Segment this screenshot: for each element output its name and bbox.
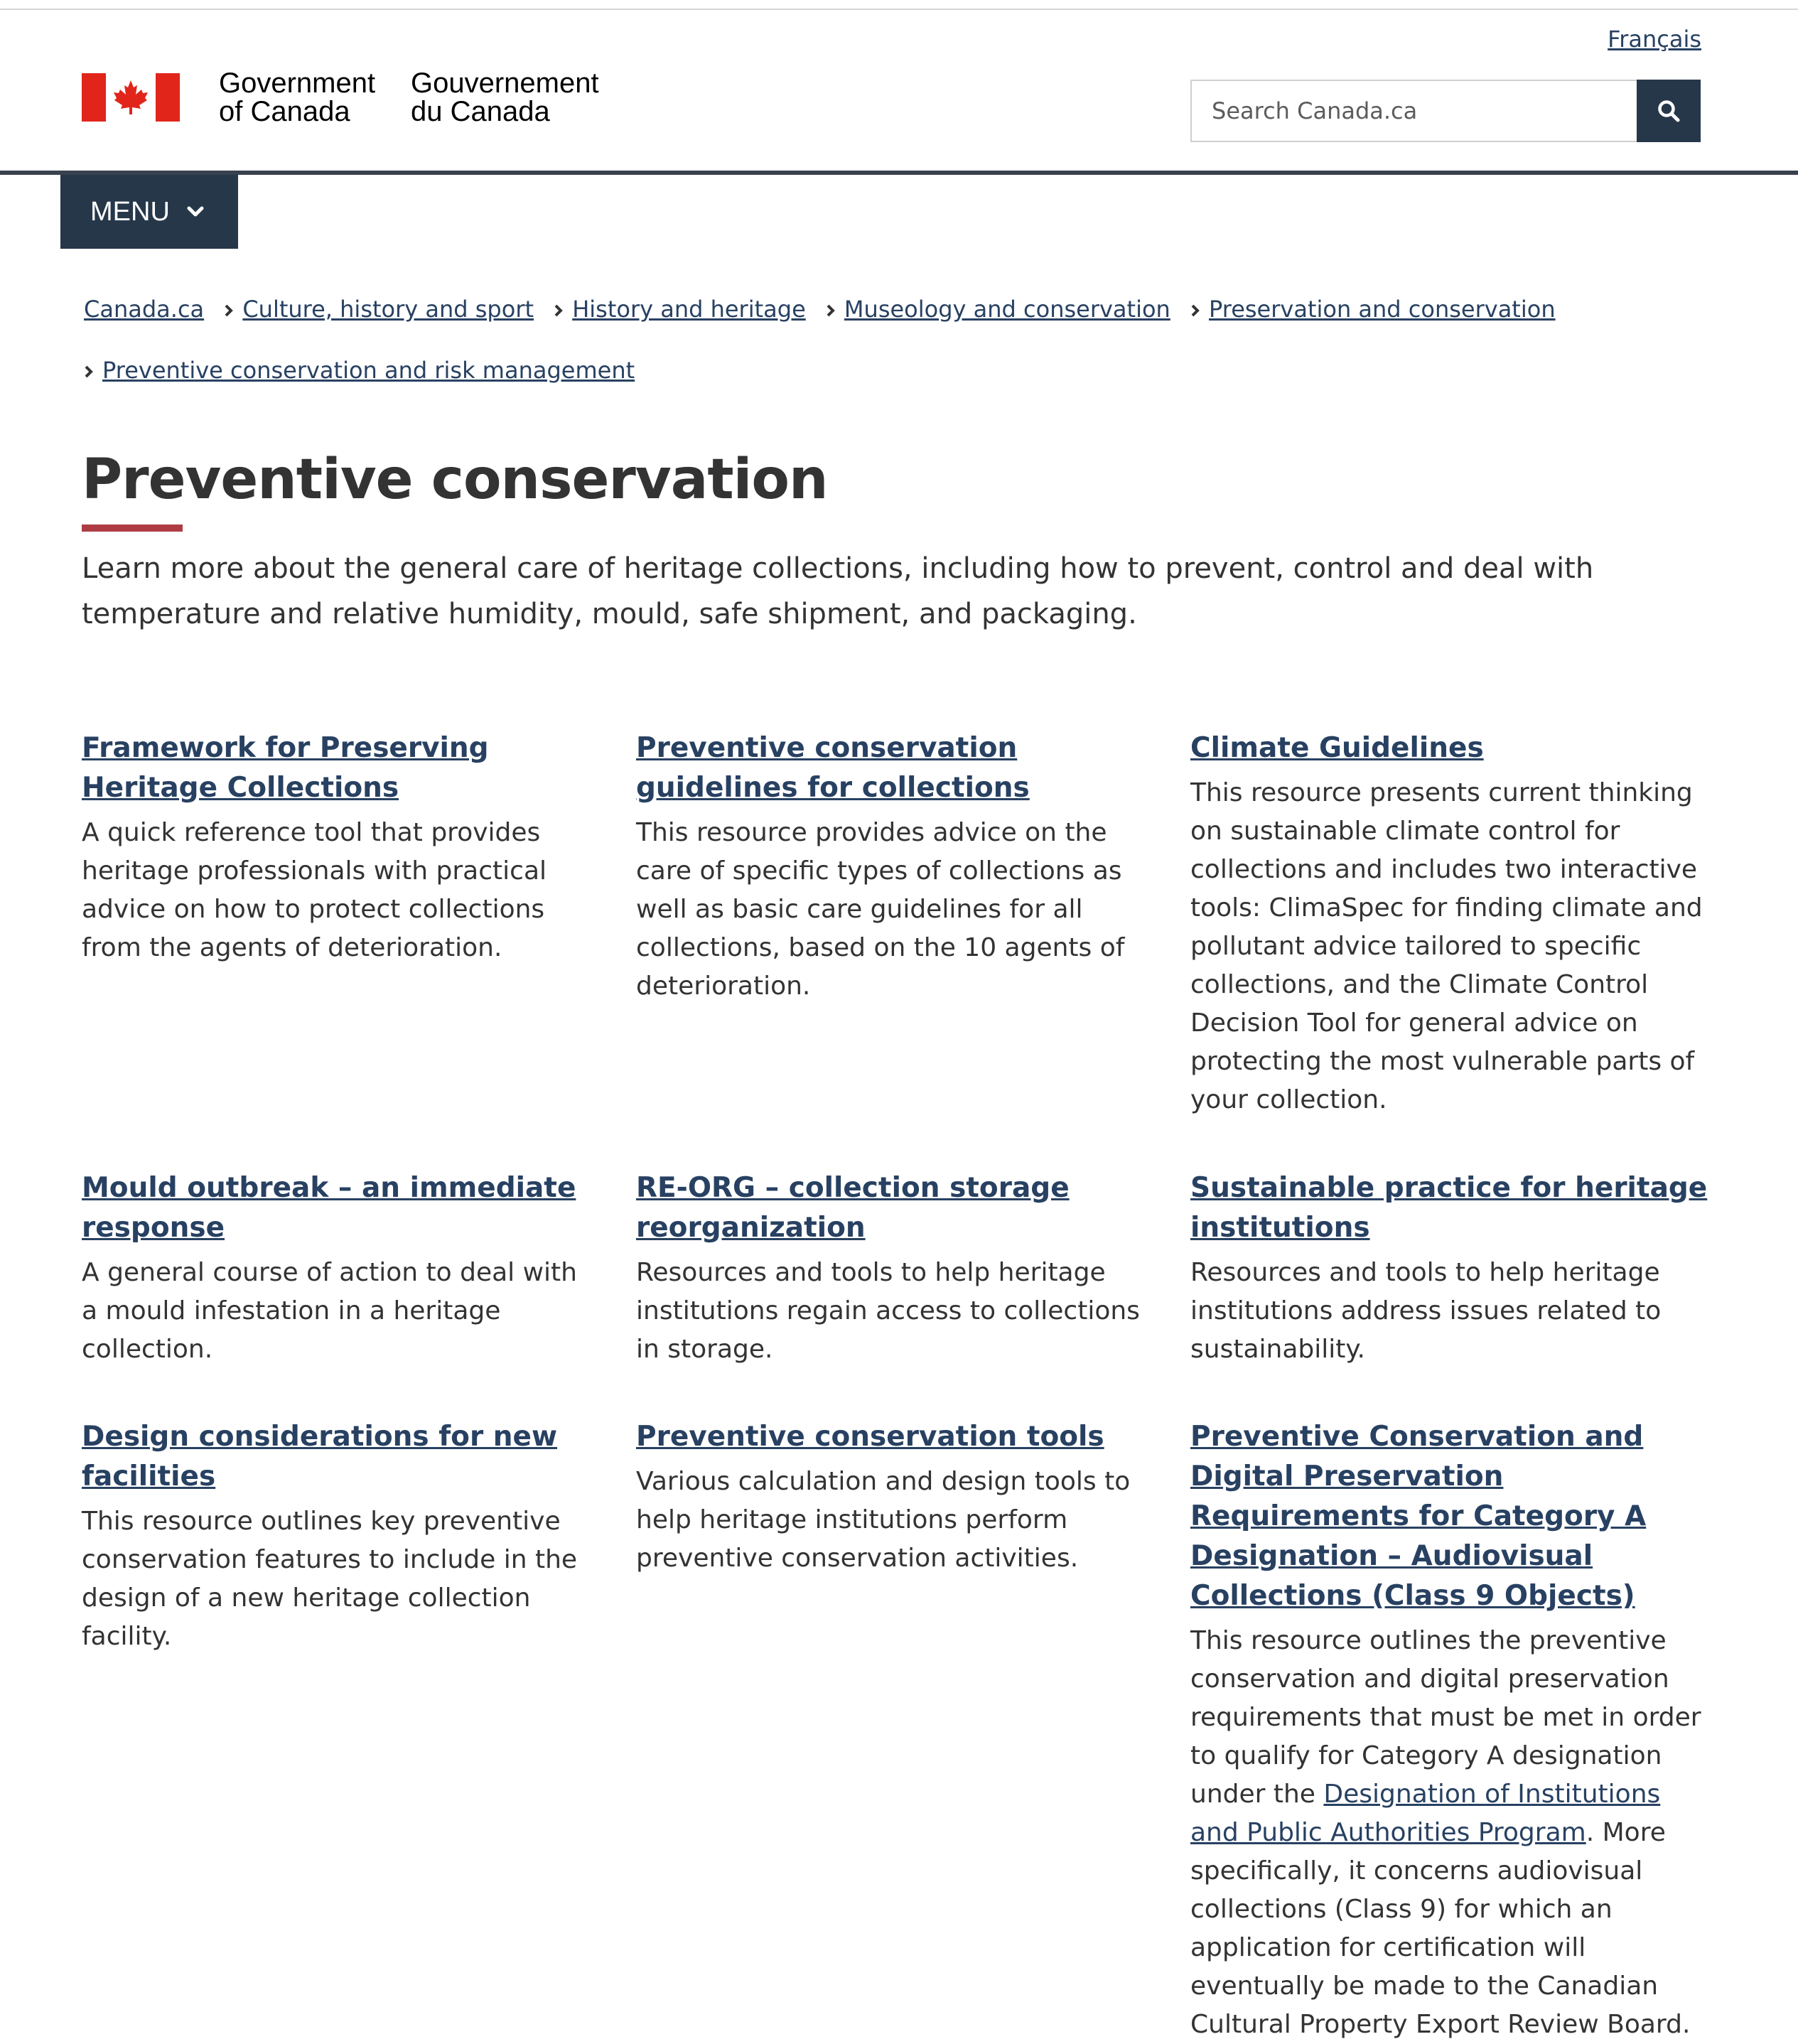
chevron-right-icon	[554, 303, 564, 318]
card-title-link[interactable]: Mould outbreak – an immediate response	[82, 1172, 576, 1244]
card-title-link[interactable]: Preventive Conservation and Digital Preservation Requirements for Category A Designation – Audiovisual Collections (Class 9 Objects)	[1190, 1421, 1647, 1612]
card-climate	[1190, 728, 1709, 1119]
card-description: This resource provides advice on the care of specific types of collections as well as basic care guidelines for all collections, based on the 10 agents of deterioration.	[636, 818, 1125, 1001]
chevron-right-icon	[826, 303, 836, 318]
card-mould	[82, 1168, 601, 1369]
gov-canada-signature[interactable]	[82, 65, 624, 129]
card-sustainable	[1190, 1168, 1709, 1369]
card-description: Various calculation and design tools to help heritage institutions perform preventive conservation activities.	[636, 1467, 1131, 1573]
menu-button[interactable]	[60, 175, 238, 249]
chevron-right-icon	[1190, 303, 1200, 318]
breadcrumb-link-culture[interactable]: Culture, history and sport	[242, 296, 534, 323]
canada-flag-icon	[82, 73, 180, 122]
card-design	[82, 1417, 601, 1656]
card-category-a	[1190, 1417, 1709, 2044]
wordmark-french: Gouvernement du Canada	[411, 68, 599, 127]
gov-wordmark	[219, 69, 624, 126]
card-description: A general course of action to deal with a mould infestation in a heritage collection.	[82, 1258, 577, 1364]
breadcrumb-link-history[interactable]: History and heritage	[572, 296, 806, 323]
breadcrumb-link-preservation[interactable]: Preservation and conservation	[1209, 296, 1556, 323]
chevron-right-icon	[224, 303, 234, 318]
wordmark-english: Government of Canada	[219, 68, 376, 127]
breadcrumb	[84, 279, 1718, 401]
card-description: Resources and tools to help heritage institutions address issues related to sustainability.	[1190, 1258, 1662, 1364]
card-description	[1190, 1622, 1709, 2044]
language-toggle-link[interactable]: Français	[1608, 26, 1701, 53]
breadcrumb-item	[224, 279, 534, 340]
card-description: This resource presents current thinking on sustainable climate control for collections and includes two interactive tools: ClimaSpec for finding climate and pollutant advice tailored to specific collections, and the Climate Control Decision Tool for general advice on protecting the most vulnerable parts of your collection.	[1190, 778, 1703, 1114]
card-tools	[636, 1417, 1155, 1578]
card-description-text: . More specifically, it concerns audiovisual collections (Class 9) for which an application for certification will eventually be made to the Canadian Cultural Property Export Review Board.	[1190, 1818, 1691, 2039]
menu-label: MENU	[90, 196, 170, 227]
card-title-link[interactable]: Framework for Preserving Heritage Collections	[82, 732, 489, 804]
card-title-link[interactable]: RE-ORG – collection storage reorganization	[636, 1172, 1070, 1244]
designation-program-link[interactable]: Designation of Institutions and Public Authorities Program	[1190, 1780, 1661, 1847]
page-title: Preventive conservation	[82, 448, 828, 512]
search-icon	[1657, 99, 1681, 123]
card-title-link[interactable]: Design considerations for new facilities	[82, 1421, 558, 1492]
breadcrumb-link-canada[interactable]: Canada.ca	[84, 296, 205, 323]
breadcrumb-item	[84, 279, 204, 340]
header-divider	[0, 171, 1798, 175]
search-button[interactable]	[1637, 80, 1701, 142]
breadcrumb-item	[84, 340, 635, 401]
chevron-down-icon	[187, 206, 204, 217]
card-title-link[interactable]: Sustainable practice for heritage institutions	[1190, 1172, 1708, 1244]
breadcrumb-item	[554, 279, 806, 340]
breadcrumb-item	[826, 279, 1170, 340]
breadcrumb-link-museology[interactable]: Museology and conservation	[844, 296, 1170, 323]
chevron-right-icon	[84, 365, 94, 379]
card-guidelines	[636, 728, 1155, 1006]
title-underline	[82, 525, 183, 532]
top-rule	[0, 0, 1798, 10]
card-title-link[interactable]: Preventive conservation guidelines for collections	[636, 732, 1030, 804]
card-description: A quick reference tool that provides heritage professionals with practical advice on how to protect collections from the agents of deterioration.	[82, 818, 547, 962]
breadcrumb-link-risk-management[interactable]: Preventive conservation and risk management	[102, 357, 635, 384]
maple-leaf-icon	[112, 79, 149, 116]
page-lead: Learn more about the general care of heritage collections, including how to prevent, control and deal with temperature and relative humidity, mould, safe shipment, and packaging.	[82, 552, 1594, 630]
card-framework	[82, 728, 601, 967]
card-title-link[interactable]: Climate Guidelines	[1190, 732, 1484, 764]
card-description-text: This resource outlines the preventive conservation and digital preservation requirements that must be met in order to qualify for Category A designation under the	[1190, 1626, 1701, 1809]
card-title-link[interactable]: Preventive conservation tools	[636, 1421, 1104, 1453]
breadcrumb-item	[1190, 279, 1556, 340]
card-description: This resource outlines key preventive conservation features to include in the design of a new heritage collection facility.	[82, 1507, 578, 1651]
search-input[interactable]	[1190, 80, 1637, 142]
card-description: Resources and tools to help heritage institutions regain access to collections in storage.	[636, 1258, 1140, 1364]
card-reorg	[636, 1168, 1155, 1369]
search-form	[1190, 80, 1701, 142]
